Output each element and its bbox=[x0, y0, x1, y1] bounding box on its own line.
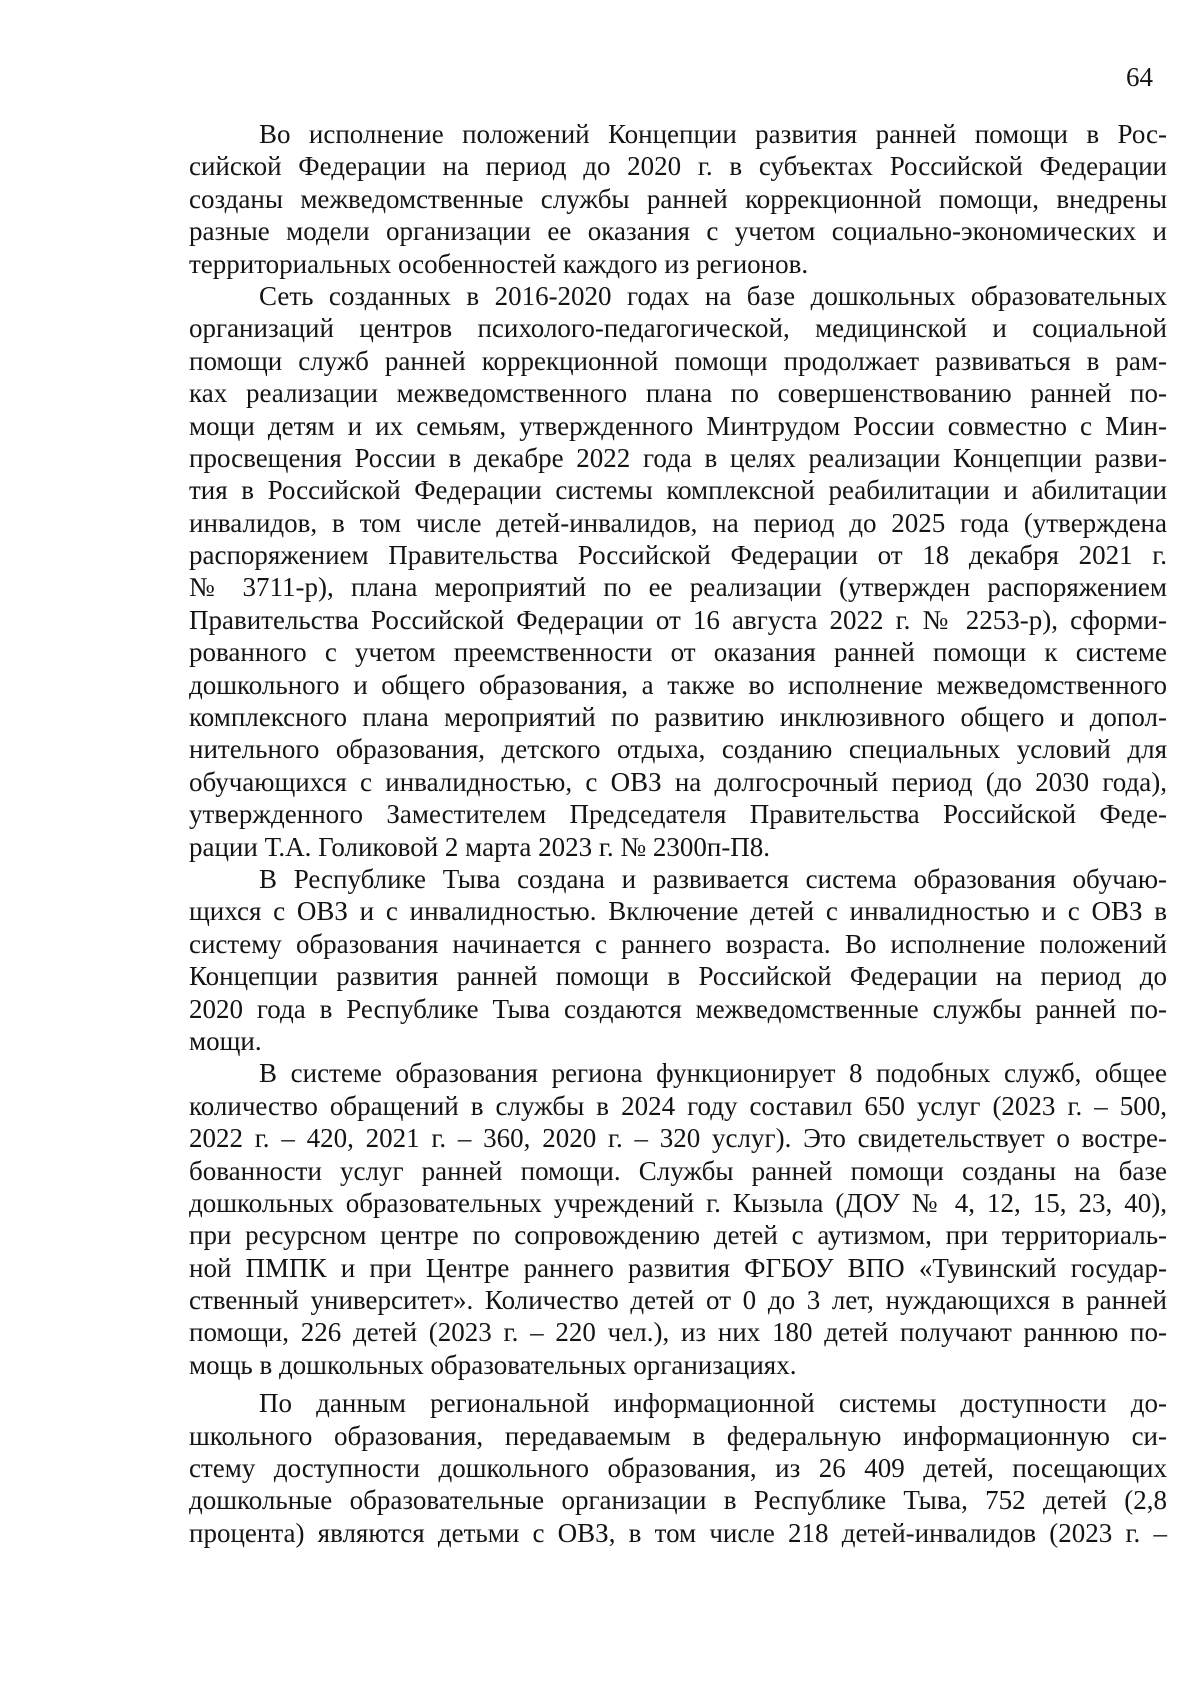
text-line: помощи, 226 детей (2023 г. – 220 чел.), из них 180 детей получают раннюю по- bbox=[189, 1317, 1167, 1348]
text-line: бованности услуг ранней помощи. Службы ранней помощи созданы на базе bbox=[189, 1155, 1167, 1186]
text-line: дошкольного и общего образования, а также во исполнение межведомственного bbox=[189, 669, 1167, 700]
text-line: систему образования начинается с раннего возраста. Во исполнение положений bbox=[189, 928, 1167, 959]
text-line: стему доступности дошкольного образования, из 26 409 детей, посещающих bbox=[189, 1453, 1167, 1484]
document-body bbox=[189, 118, 1167, 1549]
text-line: Концепции развития ранней помощи в Российской Федерации на период до bbox=[189, 961, 1167, 992]
text-line: ственный университет». Количество детей от 0 до 3 лет, нуждающихся в ранней bbox=[189, 1285, 1167, 1316]
text-line: нительного образования, детского отдыха, созданию специальных условий для bbox=[189, 734, 1167, 765]
text-line: просвещения России в декабре 2022 года в целях реализации Концепции разви- bbox=[189, 442, 1167, 473]
text-line: дошкольных образовательных учреждений г. Кызыла (ДОУ № 4, 12, 15, 23, 40), bbox=[189, 1187, 1167, 1218]
paragraph-services-network bbox=[189, 280, 1167, 863]
text-line: Сеть созданных в 2016-2020 годах на базе дошкольных образовательных bbox=[259, 280, 1167, 311]
text-line: при ресурсном центре по сопровождению детей с аутизмом, при территориаль- bbox=[189, 1220, 1167, 1251]
text-line: распоряжением Правительства Российской Федерации от 18 декабря 2021 г. bbox=[189, 540, 1167, 571]
text-line: количество обращений в службы в 2024 году составил 650 услуг (2023 г. – 500, bbox=[189, 1090, 1167, 1121]
text-line: По данным региональной информационной системы доступности до- bbox=[259, 1388, 1167, 1419]
page-number: 64 bbox=[1126, 62, 1153, 92]
text-line: дошкольные образовательные организации в Республике Тыва, 752 детей (2,8 bbox=[189, 1485, 1167, 1516]
text-line: Во исполнение положений Концепции развития ранней помощи в Рос- bbox=[259, 119, 1167, 149]
text-line: № 3711-р), плана мероприятий по ее реализации (утвержден распоряжением bbox=[189, 572, 1167, 603]
text-line: мощи. bbox=[189, 1025, 262, 1056]
text-line: Правительства Российской Федерации от 16 августа 2022 г. № 2253-р), сформи- bbox=[189, 604, 1167, 635]
text-line: ной ПМПК и при Центре раннего развития ФГБОУ ВПО «Тувинский государ- bbox=[189, 1252, 1167, 1283]
text-line: территориальных особенностей каждого из регионов. bbox=[189, 248, 809, 279]
text-line: тия в Российской Федерации системы комплексной реабилитации и абилитации bbox=[189, 475, 1167, 506]
text-line: организаций центров психолого-педагогической, медицинской и социальной bbox=[189, 313, 1167, 344]
text-line: 2022 г. – 420, 2021 г. – 360, 2020 г. – 320 услуг). Это свидетельствует о востре- bbox=[189, 1123, 1167, 1154]
text-line: комплексного плана мероприятий по развитию инклюзивного общего и допол- bbox=[189, 702, 1167, 733]
paragraph-preschool-accessibility bbox=[189, 1387, 1167, 1549]
text-line: В Республике Тыва создана и развивается система образования обучаю- bbox=[259, 863, 1167, 894]
text-line: помощи служб ранней коррекционной помощи продолжает развиваться в рам- bbox=[189, 345, 1167, 376]
text-line: рованного с учетом преемственности от оказания ранней помощи к системе bbox=[189, 637, 1167, 668]
text-line: обучающихся с инвалидностью, с ОВЗ на долгосрочный период (до 2030 года), bbox=[189, 766, 1167, 797]
text-line: процента) являются детьми с ОВЗ, в том числе 218 детей-инвалидов (2023 г. – bbox=[189, 1517, 1167, 1548]
text-line: мощи детям и их семьям, утвержденного Минтрудом России совместно с Мин- bbox=[189, 410, 1167, 441]
text-line: щихся с ОВЗ и с инвалидностью. Включение детей с инвалидностью и с ОВЗ в bbox=[189, 896, 1167, 927]
text-line: школьного образования, передаваемым в федеральную информационную си- bbox=[189, 1420, 1167, 1451]
text-line: разные модели организации ее оказания с учетом социально-экономических и bbox=[189, 216, 1167, 247]
paragraph-regional-services-stats bbox=[189, 1057, 1167, 1381]
text-line: мощь в дошкольных образовательных организациях. bbox=[189, 1349, 797, 1380]
paragraph-tyva-education-system bbox=[189, 863, 1167, 1057]
text-line: В системе образования региона функционирует 8 подобных служб, общее bbox=[259, 1058, 1167, 1089]
text-line: 2020 года в Республике Тыва создаются межведомственные службы ранней по- bbox=[189, 993, 1167, 1024]
text-line: утвержденного Заместителем Председателя Правительства Российской Феде- bbox=[189, 799, 1167, 830]
paragraph-concept-early-help bbox=[189, 118, 1167, 280]
text-line: инвалидов, в том числе детей-инвалидов, на период до 2025 года (утверждена bbox=[189, 507, 1167, 538]
text-line: ках реализации межведомственного плана по совершенствованию ранней по- bbox=[189, 378, 1167, 409]
text-line: созданы межведомственные службы ранней коррекционной помощи, внедрены bbox=[189, 183, 1167, 214]
text-line: рации Т.А. Голиковой 2 марта 2023 г. № 2300п-П8. bbox=[189, 831, 771, 862]
text-line: сийской Федерации на период до 2020 г. в субъектах Российской Федерации bbox=[189, 151, 1167, 182]
